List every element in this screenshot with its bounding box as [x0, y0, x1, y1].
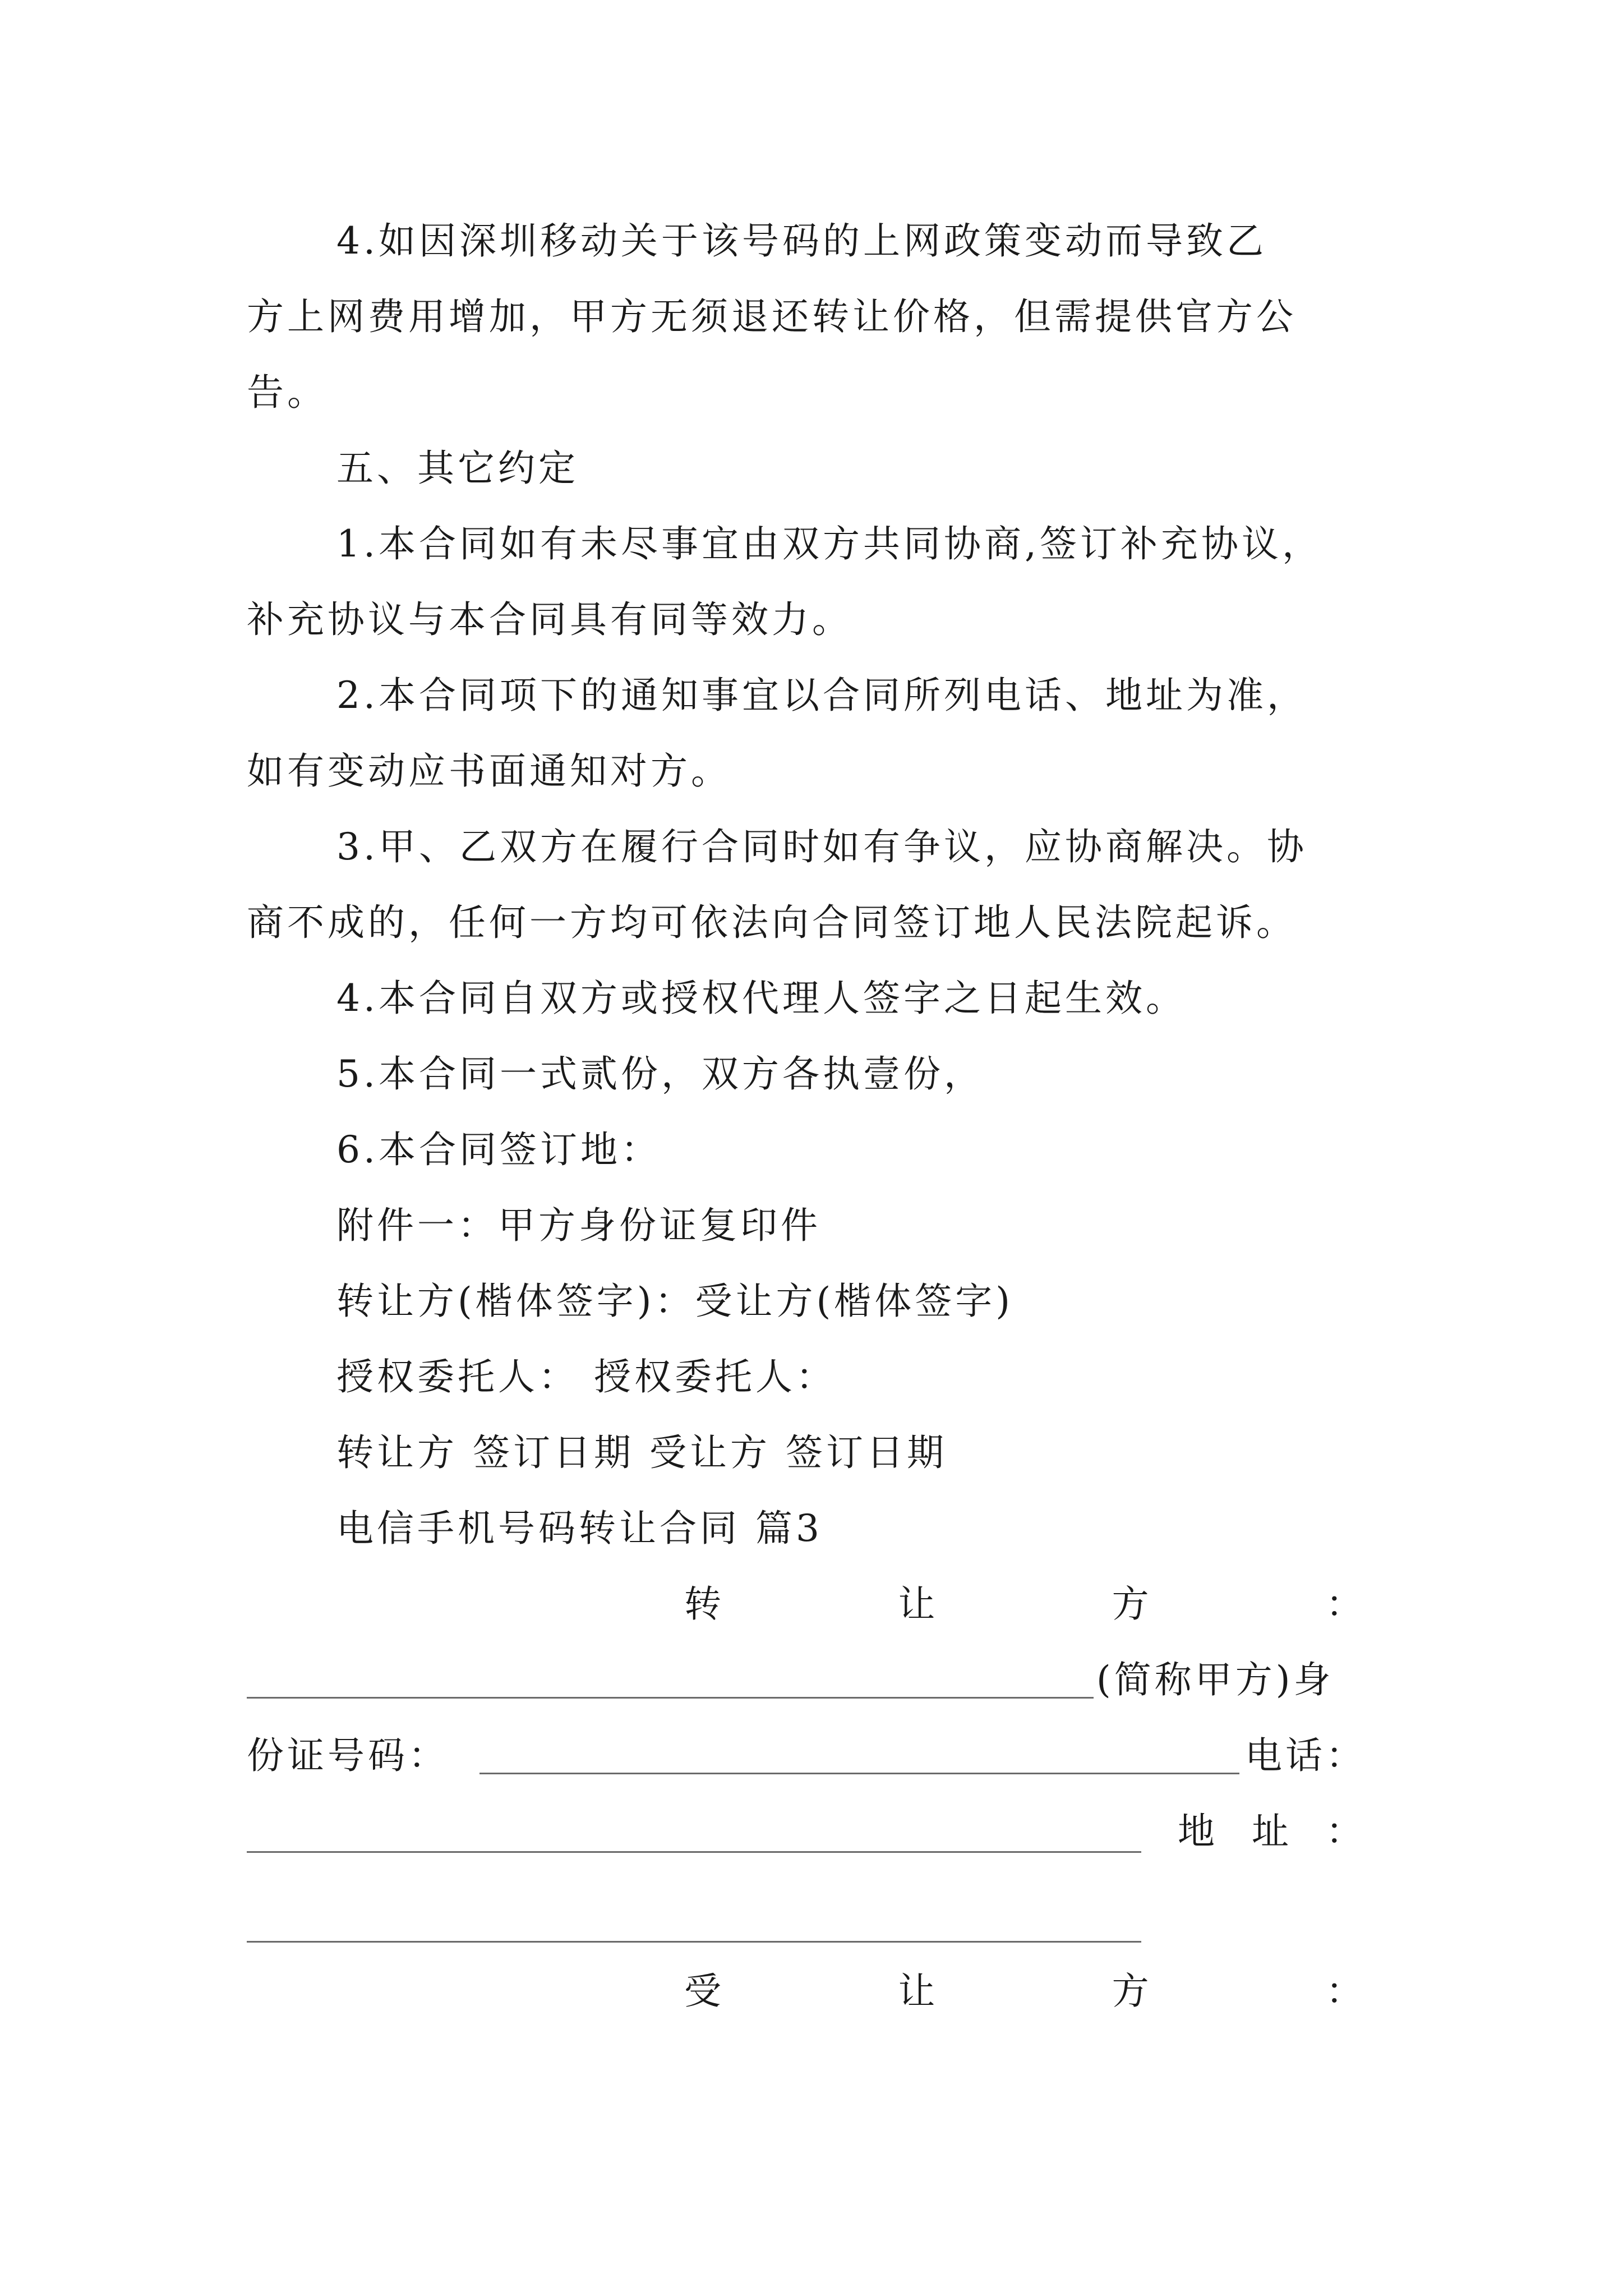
address-char-3: ： [1326, 1810, 1363, 1853]
item2-line2: 如有变动应书面通知对方。 [247, 749, 731, 793]
transferee-label-row [684, 1966, 1363, 2017]
transferor-char-2: 让 [898, 1582, 935, 1626]
transferor-abbr-suffix: (简称甲方)身 [1096, 1658, 1334, 1701]
transferor-char-4: ： [1325, 1582, 1363, 1626]
clause4-line3: 告。 [247, 371, 328, 414]
date-line: 转让方 签订日期 受让方 签订日期 [336, 1431, 947, 1474]
next-title: 电信手机号码转让合同 篇3 [336, 1507, 823, 1550]
item4: 4.本合同自双方或授权代理人签字之日起生效。 [336, 977, 1186, 1020]
item3-line2: 商不成的，任何一方均可依法向合同签订地人民法院起诉。 [247, 901, 1297, 944]
transferor-id-blank[interactable] [479, 1773, 1239, 1774]
item1-line2: 补充协议与本合同具有同等效力。 [247, 598, 852, 641]
item2-line1: 2.本合同项下的通知事宜以合同所列电话、地址为准， [336, 674, 1307, 717]
section5-heading: 五、其它约定 [336, 447, 579, 490]
item1-line1: 1.本合同如有未尽事宜由双方共同协商,签订补充协议， [336, 522, 1322, 565]
transferor-name-blank[interactable] [247, 1697, 1094, 1699]
signature-line: 转让方(楷体签字)：受让方(楷体签字) [336, 1280, 1013, 1323]
transferor-label-row [684, 1579, 1363, 1630]
address-char-1: 地 [1178, 1810, 1215, 1853]
transferor-id-label: 份证号码： [247, 1734, 449, 1777]
transferor-char-3: 方 [1112, 1582, 1149, 1626]
transferee-char-4: ： [1325, 1970, 1363, 2013]
transferor-char-1: 转 [684, 1582, 721, 1626]
transferee-char-2: 让 [898, 1970, 935, 2013]
transferee-char-3: 方 [1112, 1970, 1149, 2013]
transferor-phone-label: 电话： [1245, 1734, 1366, 1777]
transferee-char-1: 受 [684, 1970, 721, 2013]
item6: 6.本合同签订地： [336, 1128, 661, 1171]
transferor-address-blank[interactable] [247, 1941, 1141, 1943]
attachment-line: 附件一：甲方身份证复印件 [336, 1204, 821, 1247]
transferor-address-label [1178, 1806, 1363, 1857]
clause4-line1: 4.如因深圳移动关于该号码的上网政策变动而导致乙 [336, 219, 1267, 263]
authorized-line: 授权委托人： 授权委托人： [336, 1355, 836, 1398]
item3-line1: 3.甲、乙双方在履行合同时如有争议，应协商解决。协 [336, 825, 1307, 868]
transferor-phone-blank[interactable] [247, 1851, 1141, 1853]
clause4-line2: 方上网费用增加，甲方无须退还转让价格，但需提供官方公 [247, 295, 1297, 338]
address-char-2: 址 [1252, 1810, 1289, 1853]
item5: 5.本合同一式贰份，双方各执壹份， [336, 1052, 984, 1096]
